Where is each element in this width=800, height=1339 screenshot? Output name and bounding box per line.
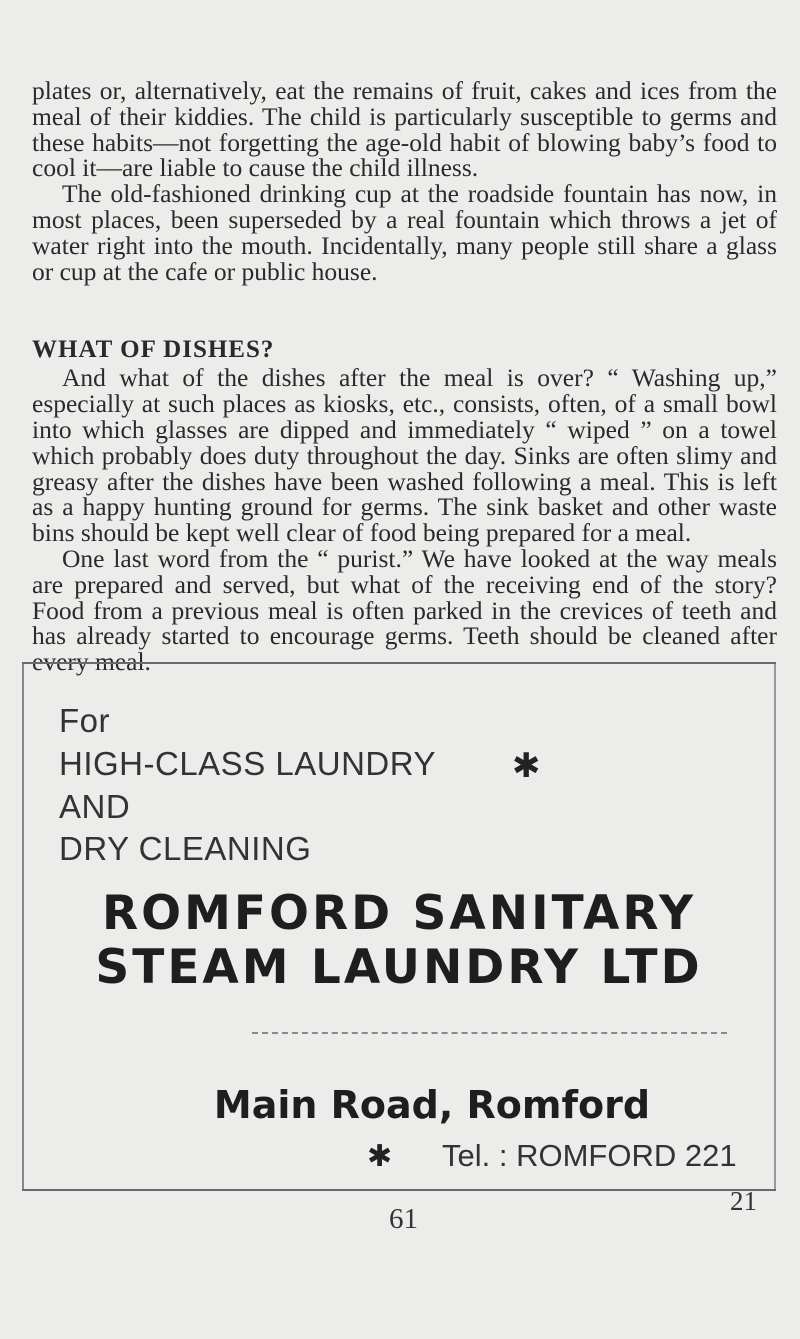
article-text bbox=[32, 78, 777, 675]
company-name-line-2: STEAM LAUNDRY LTD bbox=[95, 940, 703, 995]
ad-line-dry-cleaning: DRY CLEANING bbox=[59, 830, 312, 867]
paragraph-3: And what of the dishes after the meal is over? “ Washing up,” especially at such places as kiosks, etc., consists, often, of a small bowl into which glasses are dipped and immediately “ wiped ” on a towel which probably does duty throughout the day. Sinks are often slimy and greasy after the dishes have been washed following a meal. This is left as a happy hunting ground for germs. The sink basket and other waste bins should be kept well clear of food being prepared for a meal. bbox=[32, 363, 777, 548]
section-heading: WHAT OF DISHES? bbox=[32, 336, 275, 364]
ad-line-high-class-laundry: HIGH-CLASS LAUNDRY bbox=[59, 745, 436, 782]
paragraph-1: plates or, alternatively, eat the remains of fruit, cakes and ices from the meal of their kiddies. The child is particularly susceptible to germs and these habits—not forgetting the age-old habit of blowing baby’s food to cool it—are liable to cause the child illness. bbox=[32, 76, 777, 183]
ad-address: Main Road, Romford bbox=[213, 1083, 651, 1127]
ad-telephone: Tel. : ROMFORD 221 bbox=[442, 1138, 737, 1173]
asterisk-icon: ✱ bbox=[512, 746, 541, 786]
paragraph-4: One last word from the “ purist.” We have looked at the way meals are prepared and served, but what of the receiving end of the story? Food from a previous meal is often parked in the crevices of teeth and has already started to encourage germs. Teeth should be cleaned after every meal. bbox=[32, 543, 777, 677]
page-number: 61 bbox=[389, 1203, 418, 1235]
ad-line-for: For bbox=[59, 702, 110, 739]
laundry-advertisement bbox=[22, 662, 776, 1191]
ad-line-and: AND bbox=[59, 788, 131, 825]
paragraph-2: The old-fashioned drinking cup at the roadside fountain has now, in most places, been superseded by a real fountain which throws a jet of water right into the mouth. Incidentally, many people still share a glass or cup at the cafe or public house. bbox=[32, 179, 777, 286]
company-name-line-1: ROMFORD SANITARY bbox=[101, 886, 697, 941]
dashed-divider bbox=[252, 1032, 727, 1034]
star-icon: ✱ bbox=[367, 1139, 393, 1174]
ad-number: 21 bbox=[730, 1186, 757, 1216]
